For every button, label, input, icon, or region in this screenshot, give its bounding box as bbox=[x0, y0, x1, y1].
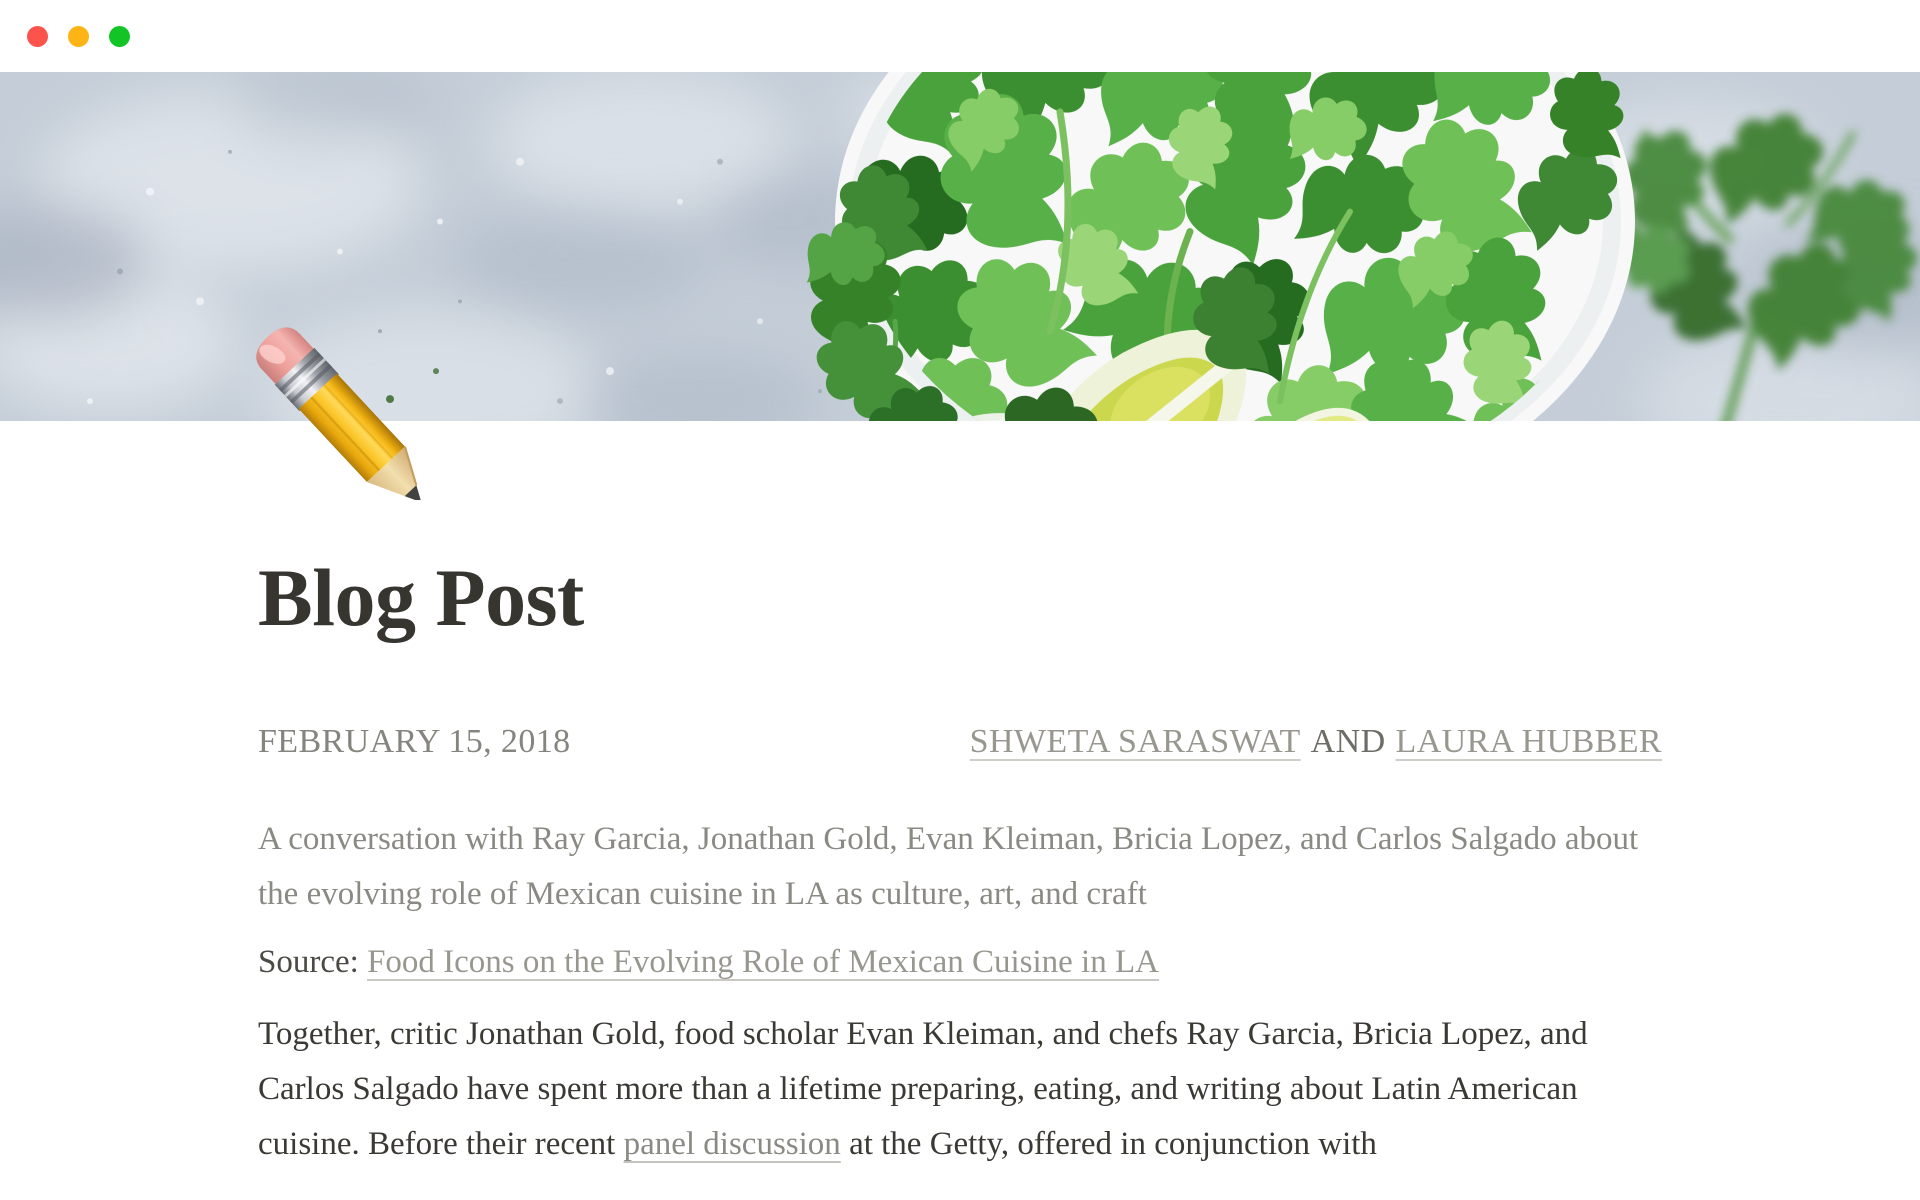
post-meta-row bbox=[258, 719, 1662, 765]
panel-discussion-link[interactable]: panel discussion bbox=[623, 1126, 841, 1163]
close-button[interactable] bbox=[27, 26, 48, 47]
source-link[interactable]: Food Icons on the Evolving Role of Mexican Cuisine in LA bbox=[367, 944, 1159, 981]
source-line bbox=[258, 935, 1662, 990]
byline-conjunction: AND bbox=[1310, 723, 1386, 761]
article-content bbox=[258, 551, 1662, 1172]
window-titlebar bbox=[0, 0, 1920, 72]
author-link-laura-hubber[interactable]: LAURA HUBBER bbox=[1395, 723, 1662, 761]
minimize-button[interactable] bbox=[68, 26, 89, 47]
page-title: Blog Post bbox=[258, 552, 584, 643]
author-link-shweta-saraswat[interactable]: SHWETA SARASWAT bbox=[969, 723, 1301, 761]
post-date: FEBRUARY 15, 2018 bbox=[258, 723, 571, 761]
byline bbox=[970, 719, 1662, 765]
body-text-after-link: at the Getty, offered in conjunction with bbox=[840, 1126, 1377, 1163]
pencil-icon[interactable] bbox=[240, 310, 430, 500]
source-label: Source: bbox=[258, 944, 359, 981]
body-text-before-link: Together, critic Jonathan Gold, food scholar Evan Kleiman, and chefs Ray Garcia, Bricia Lopez, and Carlos Salgado have spent more than a lifetime preparing, eating, and writing about Latin American cuisine. Before their recent bbox=[258, 1016, 1588, 1163]
body-paragraph bbox=[258, 1007, 1662, 1172]
zoom-button[interactable] bbox=[109, 26, 130, 47]
pencil-icon-drawing bbox=[240, 310, 430, 500]
lede-paragraph: A conversation with Ray Garcia, Jonathan Gold, Evan Kleiman, Bricia Lopez, and Carlos Salgado about the evolving role of Mexican cuisine in LA as culture, art, and craft bbox=[258, 821, 1639, 913]
